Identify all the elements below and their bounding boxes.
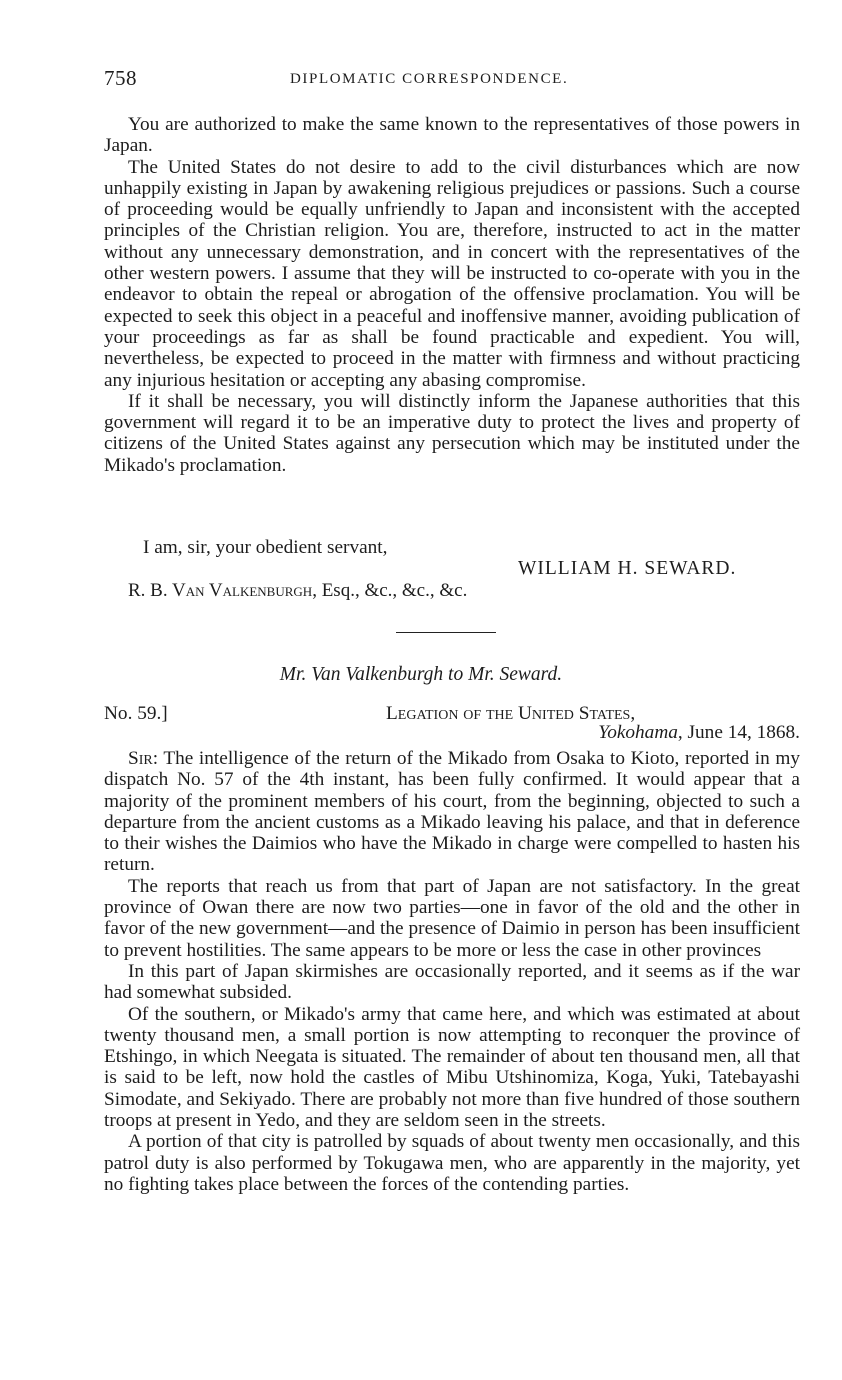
running-head: DIPLOMATIC CORRESPONDENCE. — [290, 71, 569, 87]
letter1-closing: I am, sir, your obedient servant, — [143, 537, 388, 558]
letter2-paragraph-5: A portion of that city is patrolled by squads of about twenty men occasionally, and this patrol duty is also performed by Tokugawa men, who are apparently in the majority, yet no fighting takes place between the forces of the contending parties. — [104, 1131, 800, 1195]
section-divider — [396, 632, 496, 633]
dispatch-number: No. 59.] — [104, 703, 168, 724]
salutation: Sir: — [128, 748, 159, 769]
dateline — [598, 722, 800, 744]
letter2-paragraph-3: In this part of Japan skirmishes are occasionally reported, and it seems as if the war had somewhat subsided. — [104, 960, 800, 1004]
letter1-paragraph-1: You are authorized to make the same known to the representatives of those powers in Japan. — [104, 114, 800, 157]
dateline-date: , June 14, 1868. — [677, 722, 800, 743]
letter1-body — [104, 114, 800, 476]
dateline-place: Yokohama — [598, 722, 678, 743]
letter1-addressee — [128, 580, 467, 602]
letter2-body — [104, 748, 800, 1195]
legation-heading: Legation of the United States, — [386, 703, 636, 724]
letter1-paragraph-3: If it shall be necessary, you will distinctly inform the Japanese authorities that this government will regard it to be an imperative duty to protect the lives and property of citizens of the United States against any persecution which may be instituted under the Mikado's proclamation. — [104, 390, 800, 476]
letter1-paragraph-2: The United States do not desire to add to the civil disturbances which are now unhappily existing in Japan by awakening religious prejudices or passions. Such a course of proceeding would be equally unfriendly to Japan and inconsistent with the accepted principles of the Christian religion. You are, therefore, instructed to act in the matter without any unnecessary demonstration, and in concert with the representatives of the other western powers. I assume that they will be instructed to co-operate with you in the endeavor to obtain the repeal or abrogation of the offensive proclamation. You will be expected to seek this object in a peaceful and inoffensive manner, avoiding publication of your proceedings as far as shall be found practicable and expedient. You will, nevertheless, be expected to proceed in the matter with firmness and without practicing any injurious hesitation or accepting any abasing compromise. — [104, 156, 800, 391]
letter1-signature: WILLIAM H. SEWARD. — [518, 558, 737, 579]
letter2-title: Mr. Van Valkenburgh to Mr. Seward. — [279, 664, 563, 685]
letter2-paragraph-1 — [104, 748, 800, 876]
page-number: 758 — [104, 66, 137, 90]
addressee-name: R. B. Van Valkenburgh — [128, 580, 313, 601]
letter2-paragraph-2: The reports that reach us from that part of Japan are not satisfactory. In the great province of Owan there are now two parties—one in favor of the old and the other in favor of the new government—and the presence of Daimio in person has been insufficient to prevent hostilities. The same appears to be more or less the case in other provinces — [104, 875, 800, 961]
page-header — [104, 66, 800, 92]
letter2-paragraph-1-text: The intelligence of the return of the Mikado from Osaka to Kioto, reported in my dispatch No. 57 of the 4th instant, has been fully confirmed. It would appear that a majority of the prominent members of his court, from the beginning, objected to such a departure from the ancient customs as a Mikado leaving his palace, and that in deference to their wishes the Daimios who have the Mikado in charge were compelled to hasten his return. — [104, 748, 800, 876]
letter2-paragraph-4: Of the southern, or Mikado's army that came here, and which was estimated at about twenty thousand men, a small portion is now attempting to reconquer the province of Etshingo, in which Neegata is situated. The remainder of about ten thousand men, all that is said to be left, now hold the castles of Mibu Utshinomiza, Koga, Yuki, Tatebayashi Simodate, and Sekiyado. There are probably not more than five hundred of those southern troops at present in Yedo, and they are seldom seen in the streets. — [104, 1003, 800, 1132]
addressee-suffix: , Esq., &c., &c., &c. — [312, 580, 468, 601]
